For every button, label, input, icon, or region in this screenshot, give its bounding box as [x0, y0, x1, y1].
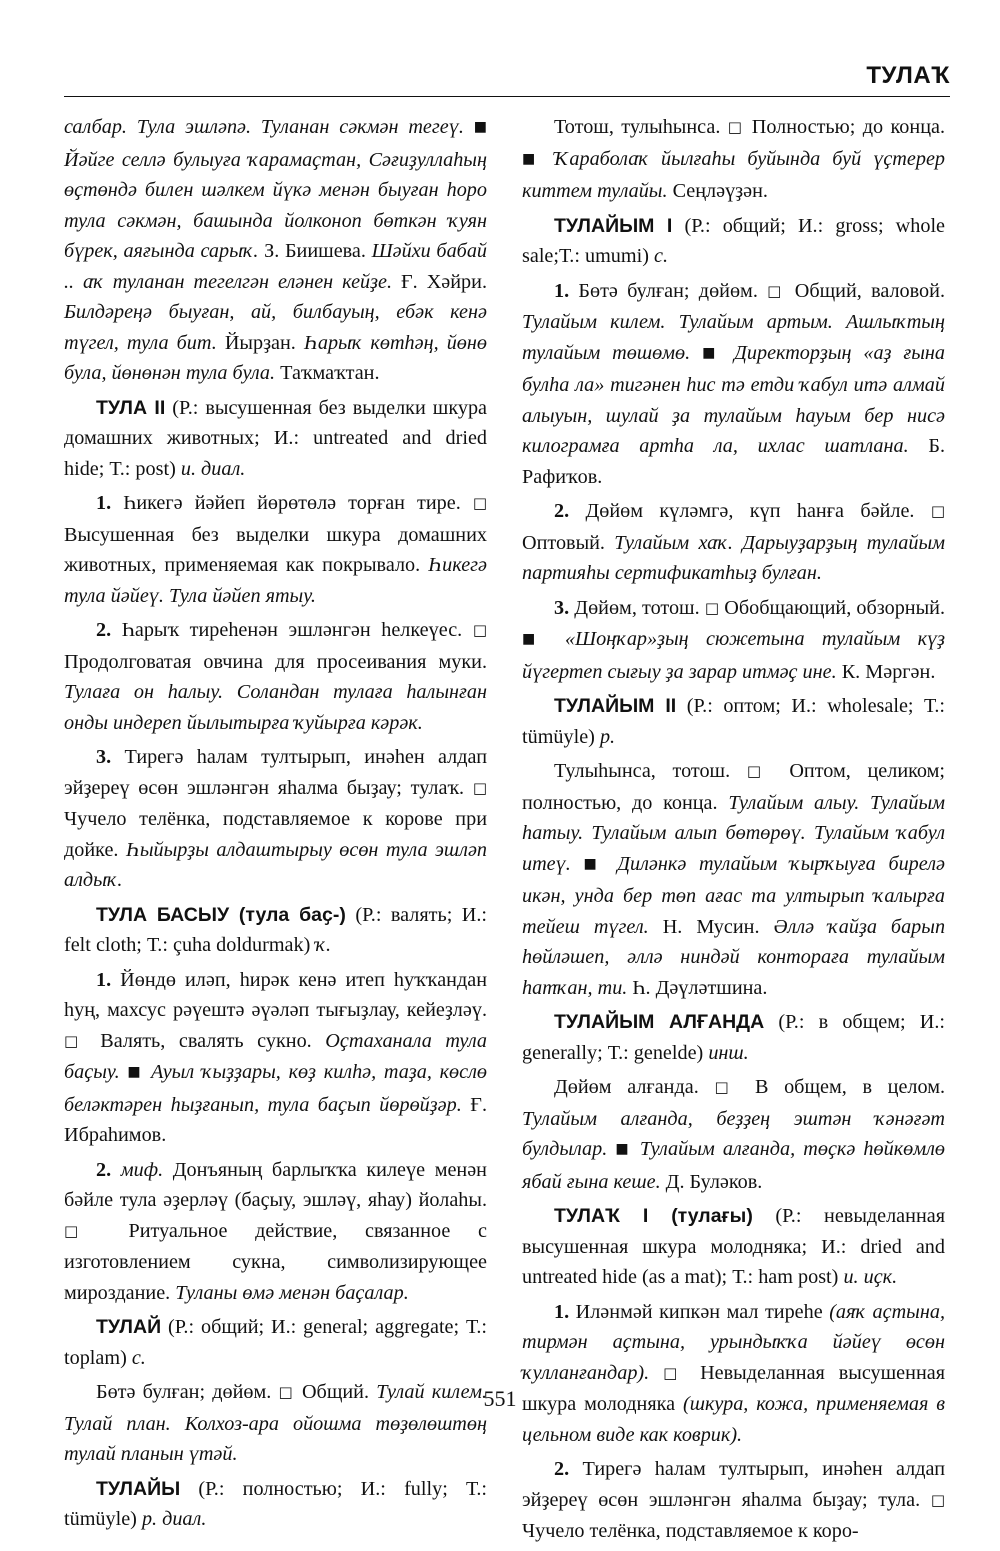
headword: ТУЛАЙЫ — [96, 1477, 181, 1500]
sense: 1. Иләнмәй кипкән мал тиреһе (аяҡ аҫтына, тирмән аҫтына, урындыҡҡа йәйеү өсөн ҡулланғандар). □ Невыделанная высушенная шкура молодняка (шкура, кожа, применяемая в цельном виде как коврик). — [522, 1300, 946, 1446]
headword: ТУЛА II — [96, 396, 166, 419]
sense: Тулыһынса, тотош. □ Оптом, целиком; полностью, до конца. Тулайым алыу. Тулайым һатыу. Тулайым алып бөтөрөү. Тулайым ҡабул итеү. ■ Диләнкә тулайым ҡырҡыуға бирелә икән, унда бер төп ағас та ултырып ҡалырға тейеш түгел. Н. Мусин. Әллә ҡайҙа барып һөйләшеп, әллә ниндәй контораға тулайым һатҡан, ти. Һ. Дәүләтшина. — [522, 760, 946, 999]
entry-tulayym-algandy: ТУЛАЙЫМ АЛҒАНДА (Р.: в общем; И.: generally; Т.: genelde) инш. — [522, 1011, 946, 1064]
sense: 1. Йөндө иләп, һирәк кенә итеп һуҡҡандан һуң, махсус рәүештә әүәләп тығыҙлау, кейеҙләү. □ Валять, свалять сукно. Оҫтаханала тула баҫыу. ■ Ауыл ҡыҙҙары, көҙ килһә, таҙа, көслө беләктәрен һыҙғанып, тула баҫып йөрөйҙәр. Ғ. Ибраһимов. — [64, 968, 488, 1146]
translation-marker-icon: □ — [472, 778, 488, 797]
entry-tulayym-1: ТУЛАЙЫМ I (Р.: общий; И.: gross; whole sale;Т.: umumi) с. — [522, 214, 946, 267]
sense: Бөтә булған; дөйөм. □ Общий. Тулай килем. Тулай план. Колхоз-ара ойошма төҙөлөштөң тулай планын үтәй. — [64, 1381, 487, 1465]
page-number: 551 — [483, 1386, 517, 1411]
headword: ТУЛАЙЫМ АЛҒАНДА — [554, 1011, 765, 1033]
translation-marker-icon: □ — [472, 621, 488, 639]
translation-marker-icon: □ — [472, 494, 488, 512]
translation-marker-icon: □ — [930, 502, 946, 520]
sense: 1. Һикегә йәйеп йөрөтөлә торған тире. □ Высушенная без выделки шкура домашних животных, применяемая как покрывало. Һикегә тула йәйеү. Тула йәйеп ятыу. — [64, 492, 488, 607]
headword: ТУЛАҠ I (тулағы) — [554, 1205, 753, 1227]
headword: ТУЛАЙЫМ II — [554, 695, 677, 717]
sense: 2. Һарыҡ тиреһенән эшләнгән һелкеүес. □ Продолговатая овчина для просеивания муки. Тулаға он һалыу. Соландан тулаға һалынған онды индереп йылытырға ҡуйырға кәрәк. — [64, 619, 488, 734]
entry-tulak-1: ТУЛАҠ I (тулағы) (Р.: невыделанная высушенная шкура молодняка; И.: dried and untreated hide (as a mat); Т.: ham post) и. иҫк. — [522, 1205, 945, 1288]
sense: 2. Дөйөм күләмгә, күп һанға бәйле. □ Оптовый. Тулайым хаҡ. Дарыуҙарҙың тулайым партияһы сертификатһыҙ булған. — [522, 500, 946, 584]
running-head: ТУЛАҠ — [866, 62, 950, 89]
sense: 2. Тирегә һалам тултырып, инәһен алдап эйҙереү өсөн эшләнгән яһалма быҙау; тула. □ Чучело телёнка, подставляемое к коро- — [522, 1458, 946, 1542]
example-marker-icon: ■ — [522, 150, 543, 167]
example-marker-icon: ■ — [583, 855, 605, 872]
page-header — [64, 58, 950, 97]
entry-tulay: ТУЛАЙ (Р.: общий; И.: general; aggregate; Т.: toplam) с. — [64, 1316, 487, 1369]
headword: ТУЛАЙ — [96, 1316, 162, 1338]
sense: 2. миф. Донъяның барлыҡҡа килеүе менән бәйле тула әҙерләү (баҫыу, эшләү, яһау) йолаһы. □ Ритуальное действие, связанное с изготовлением сукна, символизирующее мироздание. Туланы өмә менән баҫалар. — [64, 1158, 487, 1304]
translation-marker-icon: □ — [767, 281, 786, 300]
entry-continuation: Тотош, тулыһынса. □ Полностью; до конца. ■ Ҡараболаҡ йылғаһы буйында буй үҫтерер киттем тулайы. Сеңләүҙән. — [522, 116, 946, 202]
translation-marker-icon: □ — [930, 1490, 945, 1509]
translation-marker-icon: □ — [64, 1031, 87, 1050]
headword: ТУЛАЙЫМ I — [554, 214, 673, 237]
translation-marker-icon: □ — [746, 762, 773, 780]
entry-tulayy: ТУЛАЙЫ (Р.: полностью; И.: fully; Т.: tümüyle) р. диал. — [64, 1477, 487, 1530]
translation-marker-icon: □ — [727, 118, 745, 136]
entry-tula-basyu: ТУЛА БАСЫУ (тула баҫ-) (Р.: валять; И.: felt cloth; Т.: çuha doldurmak) ҡ. — [64, 903, 488, 956]
sense: Дөйөм алғанда. □ В общем, в целом. Тулайым алғанда, беҙҙең эштән ҡәнәғәт булдылар. ■ Тулайым алғанда, төҫкә һөйкөмлө ябай ғына кеше. Д. Буләков. — [522, 1076, 946, 1193]
headword: ТУЛА БАСЫУ (тула баҫ-) — [96, 903, 346, 926]
example-marker-icon: ■ — [615, 1141, 632, 1157]
sense: 3. Дөйөм, тотош. □ Обобщающий, обзорный. ■ «Шоңҡар»ҙың сюжетына тулайым күҙ йүгертеп сығыу ҙа зарар итмәҫ ине. К. Мәргән. — [522, 596, 946, 683]
entry-tula-2: ТУЛА II (Р.: высушенная без выделки шкура домашних животных; И.: untreated and dried hide; Т.: post) и. диал. — [64, 396, 488, 480]
left-column — [64, 112, 487, 1539]
example-marker-icon: ■ — [473, 119, 487, 135]
right-column — [522, 112, 945, 1551]
translation-marker-icon: □ — [278, 1383, 295, 1401]
entry-tulayym-2: ТУЛАЙЫМ II (Р.: оптом; И.: wholesale; Т.: tümüyle) р. — [522, 695, 946, 748]
translation-marker-icon: □ — [64, 1221, 101, 1240]
example-marker-icon: ■ — [702, 344, 723, 361]
sense: 3. Тирегә һалам тултырып, инәһен алдап эйҙереү өсөн эшләнгән яһалма быҙау; тулаҡ. □ Чучело телёнка, подставляемое к корове при дойке. Һыйырҙы алдаштырыу өсөн тула эшләп алдыҡ. — [64, 746, 488, 891]
translation-marker-icon: □ — [663, 1363, 687, 1382]
translation-marker-icon: □ — [704, 598, 720, 617]
example-marker-icon: ■ — [127, 1064, 144, 1080]
entry-continuation: салбар. Тула эшләпә. Туланан сәкмән тегеү. ■ Йәйге селлә булыуға ҡарамаҫтан, Сәғиҙуллаһың өҫтөндә билен шәлкем йүкә менән быуған һоро тула сәкмән, башында йолконоп бөткән ҡуян бүрек, аяғында сарыҡ. З. Биишева. Шәйхи бабай .. аҡ туланан тегелгән еләнен кейҙе. Ғ. Хәйри. Билдәреңә быуған, ай, билбауың, ебәк кенә түгел, тула бит. Йырҙан. Һарыҡ көтһәң, йөнө була, йөнөнән тула була. Таҡмаҡтан. — [64, 116, 488, 384]
translation-marker-icon: □ — [714, 1078, 740, 1096]
sense: 1. Бөтә булған; дөйөм. □ Общий, валовой. Тулайым килем. Тулайым артым. Ашлыҡтың тулайым төшөмө. ■ Директорҙың «аҙ ғына булһа ла» тигәнен һис тә етди ҡабул итә алмай алыуын, шулай ҙа тулайым һауым бер нисә килограмға артһа ла, ихлас шатлана. Б. Рафиҡов. — [522, 279, 946, 488]
example-marker-icon: ■ — [522, 631, 548, 647]
